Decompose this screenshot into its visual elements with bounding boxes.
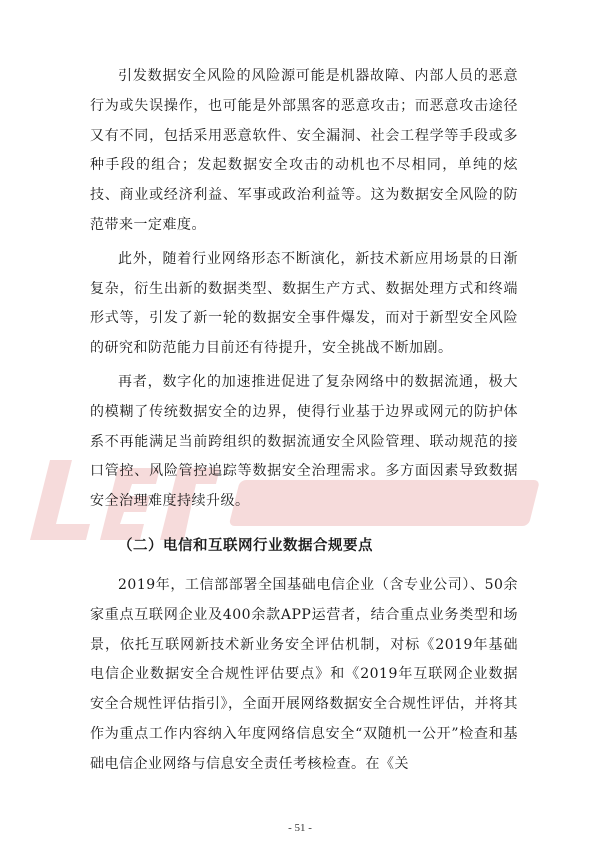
body-text: [90, 62, 518, 784]
section-heading: （二）电信和互联网行业数据合规要点: [118, 537, 373, 554]
page-number: - 51 -: [288, 822, 312, 834]
paragraph: 2019年，工信部部署全国基础电信企业（含专业公司）、50余家重点互联网企业及400余款APP运营者，结合重点业务类型和场景，依托互联网新技术新业务安全评估机制，对标《2019年基础电信企业数据安全合规性评估要点》和《2019年互联网企业数据安全合规性评估指引》，全面开展网络数据安全合规性评估，并将其作为重点工作内容纳入年度网络信息安全“双随机一公开”检查和基础电信企业网络与信息安全责任考核检查。在《关: [90, 576, 518, 772]
paragraph: 再者，数字化的加速推进促进了复杂网络中的数据流通，极大的模糊了传统数据安全的边界，使得行业基于边界或网元的防护体系不再能满足当前跨组织的数据流通安全风险管理、联动规范的接口管控、风险管控追踪等数据安全治理需求。多方面因素导致数据安全治理难度持续升级。: [90, 373, 518, 510]
paragraph: 此外，随着行业网络形态不断演化，新技术新应用场景的日渐复杂，衍生出新的数据类型、数据生产方式、数据处理方式和终端形式等，引发了新一轮的数据安全事件爆发，而对于新型安全风险的研究和防范能力目前还有待提升，安全挑战不断加剧。: [90, 250, 518, 357]
paragraph: 引发数据安全风险的风险源可能是机器故障、内部人员的恶意行为或失误操作，也可能是外部黑客的恶意攻击；而恶意攻击途径又有不同，包括采用恶意软件、安全漏洞、社会工程学等手段或多种手段的组合；发起数据安全攻击的动机也不尽相同，单纯的炫技、商业或经济利益、军事或政治利益等。这为数据安全风险的防范带来一定难度。: [90, 68, 518, 233]
